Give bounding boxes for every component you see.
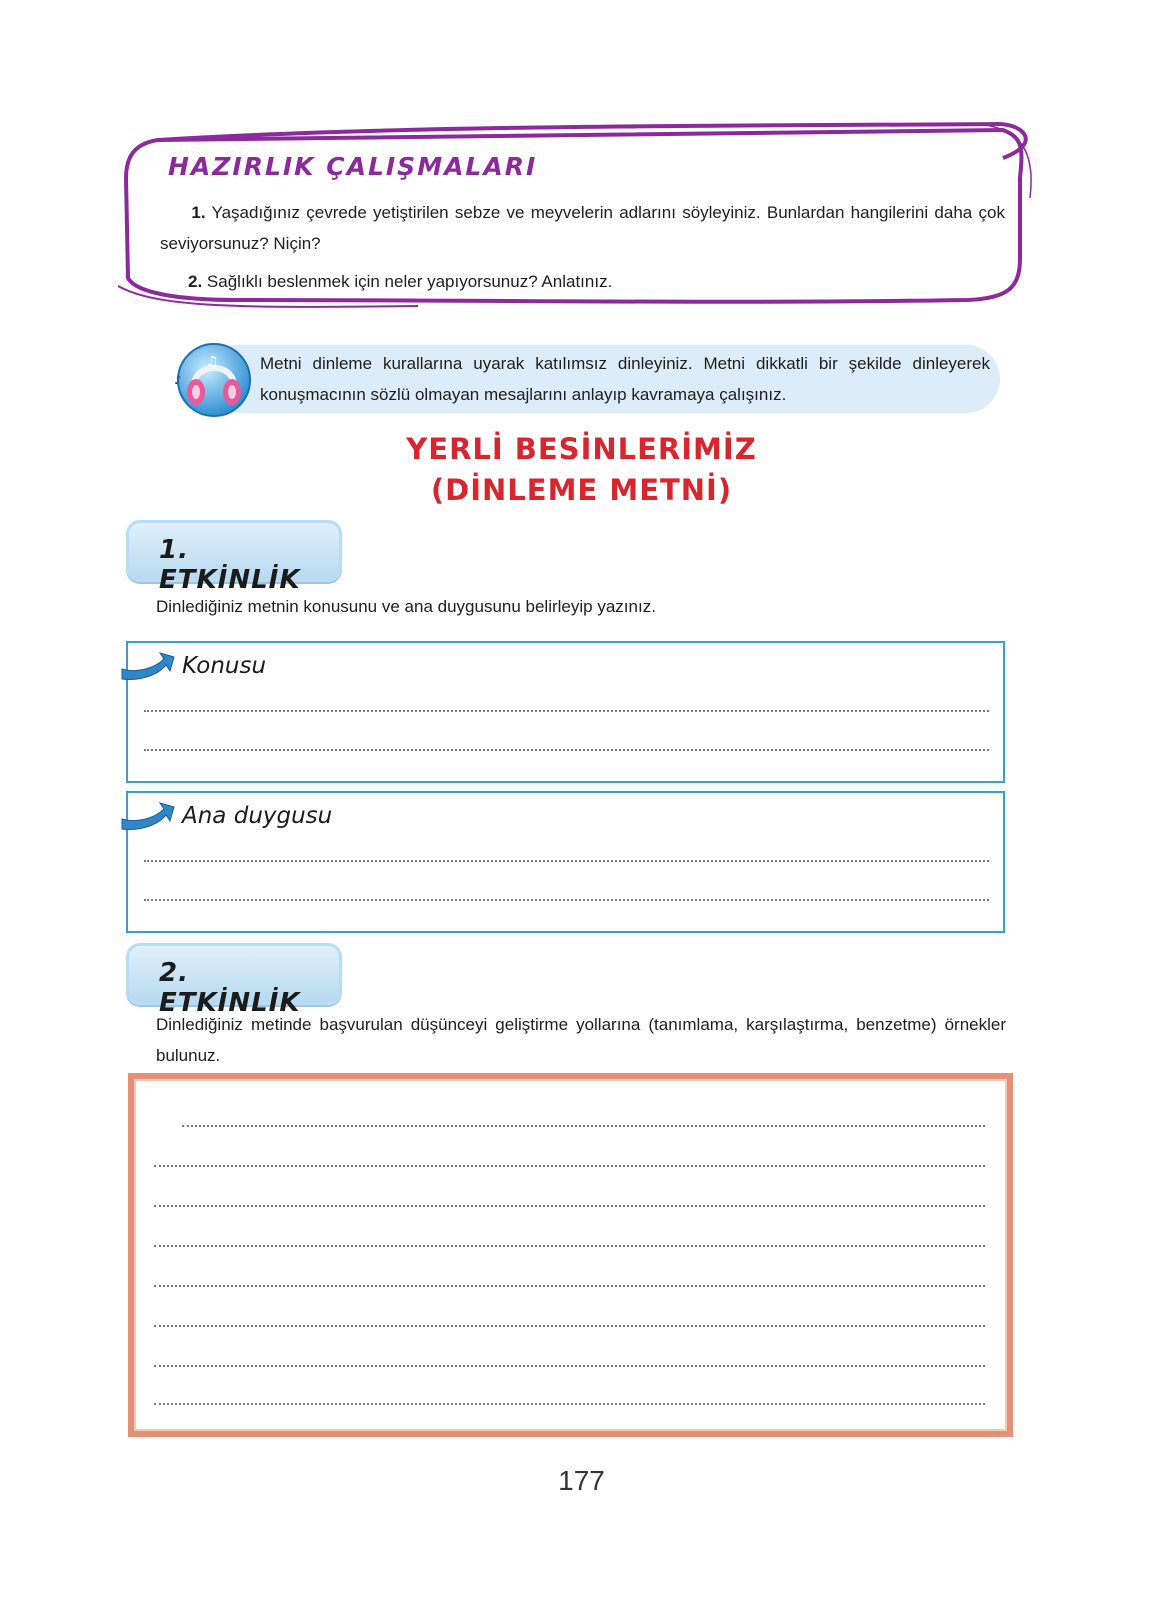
answer-line[interactable] (144, 749, 989, 751)
topic-label: Konusu (182, 653, 267, 679)
answer-line[interactable] (144, 860, 989, 862)
page-number: 177 (558, 1465, 605, 1496)
question-1-text: Yaşadığınız çevrede yetiştirilen sebze ve meyvelerin adlarını söyleyiniz. Bunlardan hangilerini daha çok seviyorsunuz? Niçin? (160, 203, 1005, 253)
answer-line[interactable] (154, 1403, 985, 1405)
notice-text: Metni dinleme kurallarına uyarak katılımsız dinleyiniz. Metni dikkatli bir şekilde dinleyerek konuşmacının sözlü olmayan mesajlarını anlayıp kavramaya çalışınız. (260, 354, 990, 404)
answer-line[interactable] (144, 710, 989, 712)
question-1-number: 1. (191, 203, 206, 222)
answer-line[interactable] (154, 1325, 985, 1327)
preparation-question-1 (160, 197, 1005, 259)
answer-line[interactable] (144, 899, 989, 901)
answer-line[interactable] (154, 1205, 985, 1207)
activity-2-instruction: Dinlediğiniz metinde başvurulan düşünceyi geliştirme yollarına (tanımlama, karşılaştırma, benzetme) örnekler bulunuz. (156, 1015, 1006, 1065)
question-2-number: 2. (188, 272, 203, 291)
answer-line[interactable] (154, 1365, 985, 1367)
emotion-answer-box (126, 791, 1005, 933)
headphones-icon (172, 340, 252, 420)
topic-answer-box (126, 641, 1005, 783)
answer-line[interactable] (154, 1285, 985, 1287)
preparation-question-2 (188, 266, 988, 297)
emotion-label: Ana duygusu (182, 803, 333, 829)
arrow-icon (120, 649, 176, 685)
arrow-icon (120, 799, 176, 835)
answer-line[interactable] (182, 1125, 985, 1127)
page-subtitle: (DİNLEME METNİ) (430, 473, 733, 507)
svg-text:♫: ♫ (206, 354, 219, 370)
activity-2-label: 2. ETKİNLİK (159, 958, 301, 1018)
activity-1-badge (126, 520, 342, 595)
svg-text:♪: ♪ (174, 373, 182, 387)
answer-line[interactable] (154, 1245, 985, 1247)
page-title: YERLİ BESİNLERİMİZ (406, 432, 757, 466)
activity-1-label: 1. ETKİNLİK (159, 535, 301, 595)
examples-answer-box (128, 1073, 1013, 1437)
answer-line[interactable] (154, 1165, 985, 1167)
activity-1-instruction: Dinlediğiniz metnin konusunu ve ana duygusunu belirleyip yazınız. (156, 597, 656, 616)
question-2-text: Sağlıklı beslenmek için neler yapıyorsunuz? Anlatınız. (206, 272, 613, 291)
activity-2-badge (126, 943, 342, 1018)
preparation-title: HAZIRLIK ÇALIŞMALARI (168, 152, 538, 181)
